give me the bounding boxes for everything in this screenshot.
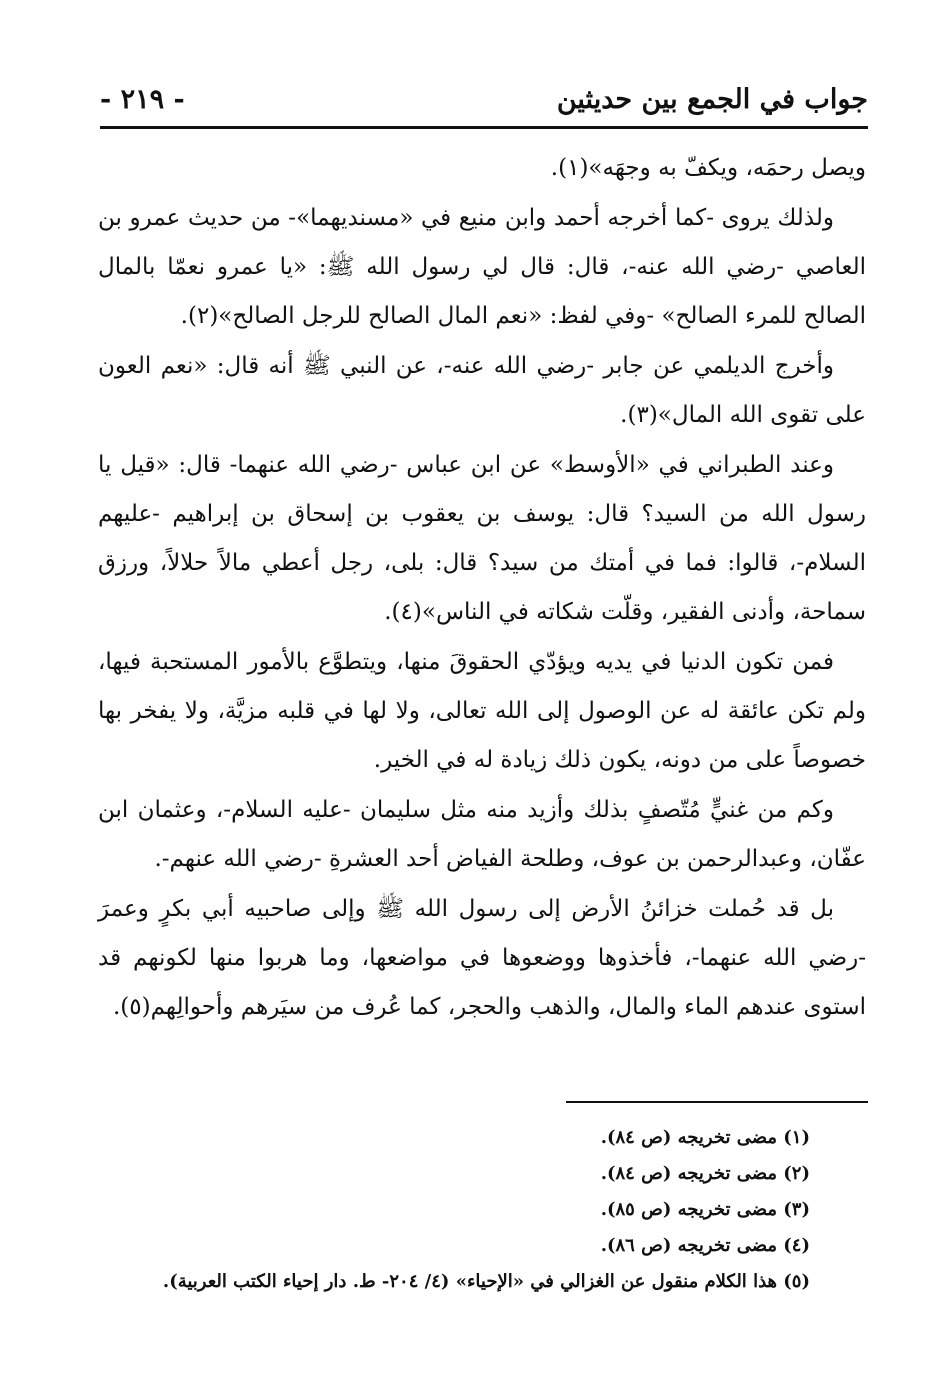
page-number: - ٢١٩ - <box>100 84 185 115</box>
paragraph-5: فمن تكون الدنيا في يديه ويؤدّي الحقوقَ منها، ويتطوَّع بالأمور المستحبة فيها، ولم تكن عائقة له عن الوصول إلى الله تعالى، ولا لها في قلبه مزيَّة، ولا يفخر بها خصوصاً على من دونه، يكون ذلك زيادة له في الخير. <box>98 649 866 773</box>
header-rule <box>100 126 868 129</box>
running-title: جواب في الجمع بين حديثين <box>556 84 868 115</box>
paragraph-2: ولذلك يروى -كما أخرجه أحمد وابن منيع في «مسنديهما»- من حديث عمرو بن العاصي -رضي الله عنه-، قال: قال لي رسول الله ﷺ: «يا عمرو نعمّا بالمال الصالح للمرء الصالح» -وفي لفظ: «نعم المال الصالح للرجل الصالح»(٢). <box>98 205 866 329</box>
footnote-5: (٥) هذا الكلام منقول عن الغزالي في «الإحياء» (٤/ ٢٠٤- ط. دار إحياء الكتب العربية). <box>162 1271 810 1292</box>
footnote-1: (١) مضى تخريجه (ص ٨٤). <box>600 1127 810 1148</box>
main-text <box>98 144 866 1033</box>
paragraph-1: ويصل رحمَه، ويكفّ به وجهَه»(١). <box>550 155 866 181</box>
footnote-4: (٤) مضى تخريجه (ص ٨٦). <box>600 1235 810 1256</box>
paragraph-3: وأخرج الديلمي عن جابر -رضي الله عنه-، عن النبي ﷺ أنه قال: «نعم العون على تقوى الله المال»(٣). <box>98 353 866 428</box>
footnote-separator <box>566 1101 868 1103</box>
footnote-2: (٢) مضى تخريجه (ص ٨٤). <box>600 1163 810 1184</box>
paragraph-6: وكم من غنيٍّ مُتّصفٍ بذلك وأزيد منه مثل سليمان -عليه السلام-، وعثمان ابن عفّان، وعبدالرحمن بن عوف، وطلحة الفياض أحد العشرةِ -رضي الله عنهم-. <box>98 797 866 872</box>
footnotes <box>98 1120 810 1300</box>
paragraph-7: بل قد حُملت خزائنُ الأرض إلى رسول الله ﷺ وإلى صاحبيه أبي بكرٍ وعمرَ -رضي الله عنهما-، فأخذوها ووضعوها في مواضعها، وما هربوا منها لكونهم قد استوى عندهم الماء والمال، والذهب والحجر، كما عُرف من سيَرهم وأحوالِهم(٥). <box>98 896 866 1020</box>
running-header <box>100 82 868 124</box>
paragraph-4: وعند الطبراني في «الأوسط» عن ابن عباس -رضي الله عنهما- قال: «قيل يا رسول الله من السيد؟ قال: يوسف بن يعقوب بن إسحاق بن إبراهيم -عليهم السلام-، قالوا: فما في أمتك من سيد؟ قال: بلى، رجل أعطي مالاً حلالاً، ورزق سماحة، وأدنى الفقير، وقلّت شكاته في الناس»(٤). <box>98 452 866 625</box>
footnote-3: (٣) مضى تخريجه (ص ٨٥). <box>600 1199 810 1220</box>
